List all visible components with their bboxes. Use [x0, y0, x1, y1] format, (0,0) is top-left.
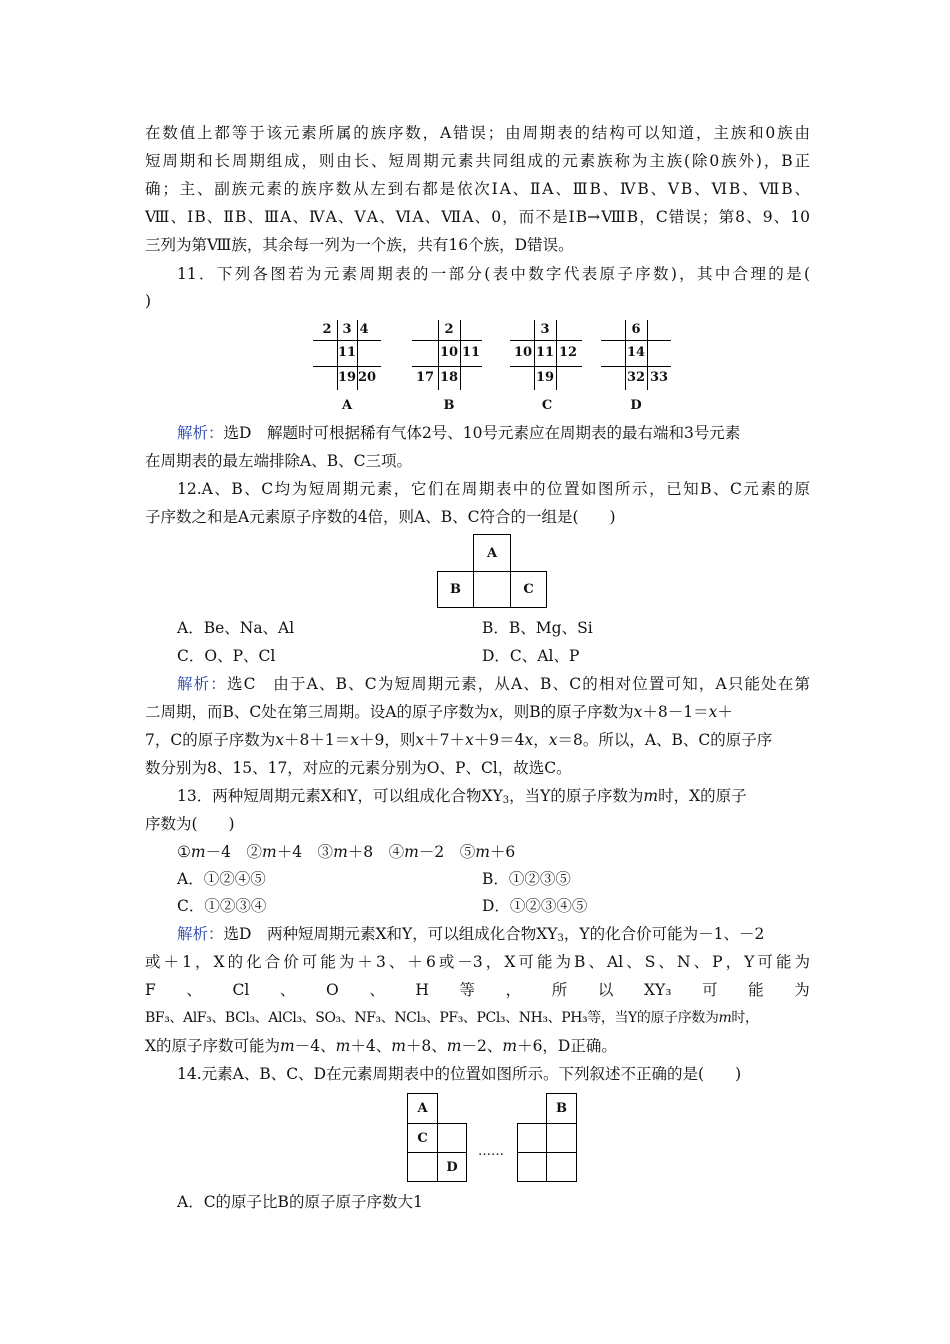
- cell-number: 3: [540, 322, 550, 337]
- text-line: 在数值上都等于该元素所属的族序数，A错误；由周期表的结构可以知道，主族和0族由: [145, 124, 810, 142]
- cell-number: 11: [337, 345, 357, 360]
- question-12-analysis: 解析：选C 由于A、B、C为短周期元素，从A、B、C的相对位置可知，A只能处在第: [177, 675, 810, 693]
- question-14-stem: 14.元素A、B、C、D在元素周期表中的位置如图所示。下列叙述不正确的是( ): [177, 1065, 742, 1083]
- cell-number: 11: [461, 345, 481, 360]
- cell-number: 2: [444, 322, 454, 337]
- option-d: D．C、Al、P: [482, 647, 580, 665]
- question-13-choices: ①m－4 ②m＋4 ③m＋8 ④m－2 ⑤m＋6: [177, 843, 516, 861]
- cell-number: 20: [357, 370, 377, 385]
- cell-number: 19: [337, 370, 357, 385]
- text-line: BF₃、AlF₃、BCl₃、AlCl₃、SO₃、NF₃、NCl₃、PF₃、PCl₃、NH₃、PH₃等，当Y的原子序数为m时，: [145, 1010, 759, 1026]
- q14-cell-empty: [517, 1123, 547, 1153]
- cell-number: 10: [439, 345, 459, 360]
- option-c: C．①②③④: [177, 897, 267, 915]
- cell-number: 19: [535, 370, 555, 385]
- cell-number: 10: [513, 345, 533, 360]
- q11-figure-d: [601, 320, 671, 390]
- q11-figure-c: [510, 320, 582, 390]
- text-line: 三列为第Ⅷ族，其余每一列为一个族，共有16个族，D错误。: [145, 236, 574, 254]
- q14-cell-empty: [546, 1123, 577, 1153]
- option-b: B．B、Mg、Si: [482, 619, 593, 637]
- question-12-stem: 12.A、B、C均为短周期元素，它们在周期表中的位置如图所示，已知B、C元素的原: [177, 480, 810, 498]
- q12-cell-empty: [473, 571, 511, 608]
- text-line: 或＋1，X的化合价可能为＋3、＋6或－3，X可能为B、Al、S、N、P，Y可能为: [145, 953, 810, 971]
- figure-label: C: [541, 398, 553, 413]
- q12-cell-b: B: [437, 571, 474, 608]
- text-line: 数分别为8、15、17，对应的元素分别为O、P、Cl，故选C。: [145, 759, 572, 777]
- analysis-tag: 解析：: [177, 675, 227, 693]
- option-b: B．①②③⑤: [482, 870, 571, 888]
- text-line: 在周期表的最左端排除A、B、C三项。: [145, 452, 412, 470]
- option-d: D．①②③④⑤: [482, 897, 588, 915]
- option-a: A．C的原子比B的原子原子序数大1: [177, 1193, 423, 1211]
- figure-label: A: [341, 398, 353, 413]
- text-line: 子序数之和是A元素原子序数的4倍，则A、B、C符合的一组是( ): [145, 508, 616, 526]
- cell-number: 32: [626, 370, 646, 385]
- analysis-tag: 解析：: [177, 925, 224, 943]
- cell-number: 12: [558, 345, 578, 360]
- q14-cell-empty: [437, 1123, 467, 1153]
- q12-cell-a: A: [473, 534, 511, 572]
- cell-number: 3: [342, 322, 352, 337]
- cell-number: 14: [626, 345, 646, 360]
- question-13-stem: 13．两种短周期元素X和Y，可以组成化合物$XY_3$，当Y的原子序数为m时，X的原子: [177, 787, 747, 806]
- question-11-stem: 11．下列各图若为元素周期表的一部分(表中数字代表原子序数)，其中合理的是(: [177, 265, 810, 283]
- text-line: 序数为( ): [145, 815, 235, 833]
- q14-cell-empty: [546, 1152, 577, 1182]
- question-13-analysis: 解析：选D 两种短周期元素X和Y，可以组成化合物$XY_3$，Y的化合价可能为－1、－2: [177, 925, 765, 944]
- q14-cell-d: D: [437, 1152, 467, 1182]
- q14-cell-a: A: [407, 1093, 438, 1124]
- cell-number: 33: [649, 370, 669, 385]
- cell-number: 2: [322, 322, 332, 337]
- cell-number: 18: [439, 370, 459, 385]
- text-line: 短周期和长周期组成，则由长、短周期元素共同组成的元素族称为主族(除0族外)，B正: [145, 152, 810, 170]
- q14-cell-c: C: [407, 1123, 438, 1153]
- text-line: 二周期，而B、C处在第三周期。设A的原子序数为x，则B的原子序数为x＋8－1＝x＋: [145, 703, 733, 721]
- analysis-tag: 解析：: [177, 424, 224, 442]
- text-line: 确；主、副族元素的族序数从左到右都是依次ⅠA、ⅡA、ⅢB、ⅣB、ⅤB、ⅥB、ⅦB、: [145, 180, 810, 198]
- cell-number: 4: [359, 322, 369, 337]
- q12-cell-c: C: [510, 571, 547, 608]
- text-line: 7，C的原子序数为x＋8＋1＝x＋9，则x＋7＋x＋9＝4x，x＝8。所以，A、B、C的原子序: [145, 731, 773, 749]
- text-line: X的原子序数可能为m－4、m＋4、m＋8、m－2、m＋6，D正确。: [145, 1037, 617, 1055]
- text-line: Ⅷ、ⅠB、ⅡB、ⅢA、ⅣA、ⅤA、ⅥA、ⅦA、0，而不是ⅠB→ⅧB，C错误；第8、9、10: [145, 208, 810, 226]
- question-11-stem-end: ): [145, 292, 152, 310]
- option-a: A．Be、Na、Al: [177, 619, 295, 637]
- cell-number: 17: [415, 370, 435, 385]
- q14-cell-empty: [407, 1152, 438, 1182]
- question-11-analysis: 解析：选D 解题时可根据稀有气体2号、10号元素应在周期表的最右端和3号元素: [177, 424, 741, 442]
- q11-figure-b: [412, 320, 482, 390]
- q14-cell-empty: [517, 1152, 547, 1182]
- figure-label: D: [630, 398, 642, 413]
- option-c: C．O、P、Cl: [177, 647, 276, 665]
- option-a: A．①②④⑤: [177, 870, 266, 888]
- q11-figure-a: [313, 320, 381, 390]
- text-line-spread: F 、 Cl 、 O 、 H 等 ， 所 以 XY₃ 可 能 为: [145, 981, 810, 999]
- cell-number: 6: [631, 322, 641, 337]
- q14-cell-b: B: [546, 1093, 577, 1124]
- ellipsis: ……: [478, 1144, 504, 1159]
- cell-number: 11: [535, 345, 555, 360]
- figure-label: B: [443, 398, 455, 413]
